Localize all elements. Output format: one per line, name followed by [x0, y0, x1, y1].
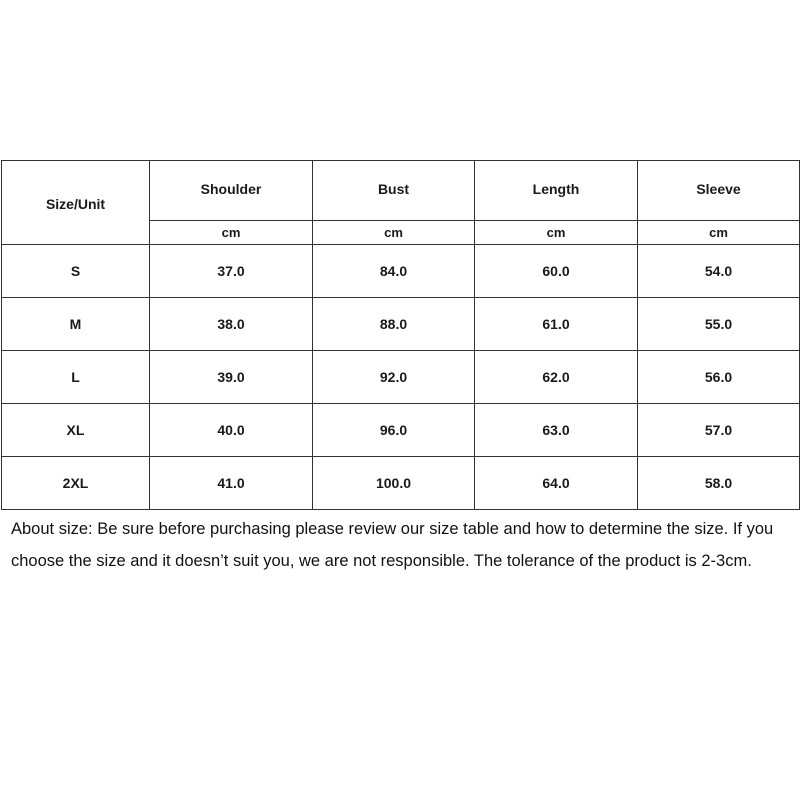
- size-label: M: [2, 298, 150, 351]
- length-value: 63.0: [475, 404, 638, 457]
- shoulder-value: 39.0: [150, 351, 313, 404]
- sleeve-value: 56.0: [638, 351, 800, 404]
- length-value: 64.0: [475, 457, 638, 510]
- shoulder-value: 41.0: [150, 457, 313, 510]
- shoulder-value: 38.0: [150, 298, 313, 351]
- size-label: L: [2, 351, 150, 404]
- table-row: [2, 245, 800, 298]
- shoulder-value: 37.0: [150, 245, 313, 298]
- sleeve-value: 54.0: [638, 245, 800, 298]
- column-header-bust: Bust: [313, 161, 475, 221]
- size-label: S: [2, 245, 150, 298]
- table-header-row: [2, 161, 800, 221]
- size-disclaimer-text: About size: Be sure before purchasing please review our size table and how to determine the size. If you choose the size and it doesn’t suit you, we are not responsible. The tolerance of the product is 2-3cm.: [11, 520, 774, 570]
- size-label: 2XL: [2, 457, 150, 510]
- unit-cell-length: cm: [475, 221, 638, 245]
- unit-cell-sleeve: cm: [638, 221, 800, 245]
- sleeve-value: 58.0: [638, 457, 800, 510]
- sleeve-value: 55.0: [638, 298, 800, 351]
- length-value: 60.0: [475, 245, 638, 298]
- table-row: [2, 457, 800, 510]
- table-row: [2, 351, 800, 404]
- size-label: XL: [2, 404, 150, 457]
- bust-value: 96.0: [313, 404, 475, 457]
- unit-cell-shoulder: cm: [150, 221, 313, 245]
- shoulder-value: 40.0: [150, 404, 313, 457]
- column-header-sleeve: Sleeve: [638, 161, 800, 221]
- column-header-length: Length: [475, 161, 638, 221]
- length-value: 61.0: [475, 298, 638, 351]
- bust-value: 88.0: [313, 298, 475, 351]
- unit-cell-bust: cm: [313, 221, 475, 245]
- table-row: [2, 298, 800, 351]
- length-value: 62.0: [475, 351, 638, 404]
- sleeve-value: 57.0: [638, 404, 800, 457]
- size-unit-header: Size/Unit: [2, 161, 150, 245]
- column-header-shoulder: Shoulder: [150, 161, 313, 221]
- bust-value: 92.0: [313, 351, 475, 404]
- table-row: [2, 404, 800, 457]
- bust-value: 100.0: [313, 457, 475, 510]
- bust-value: 84.0: [313, 245, 475, 298]
- size-table: [1, 160, 800, 510]
